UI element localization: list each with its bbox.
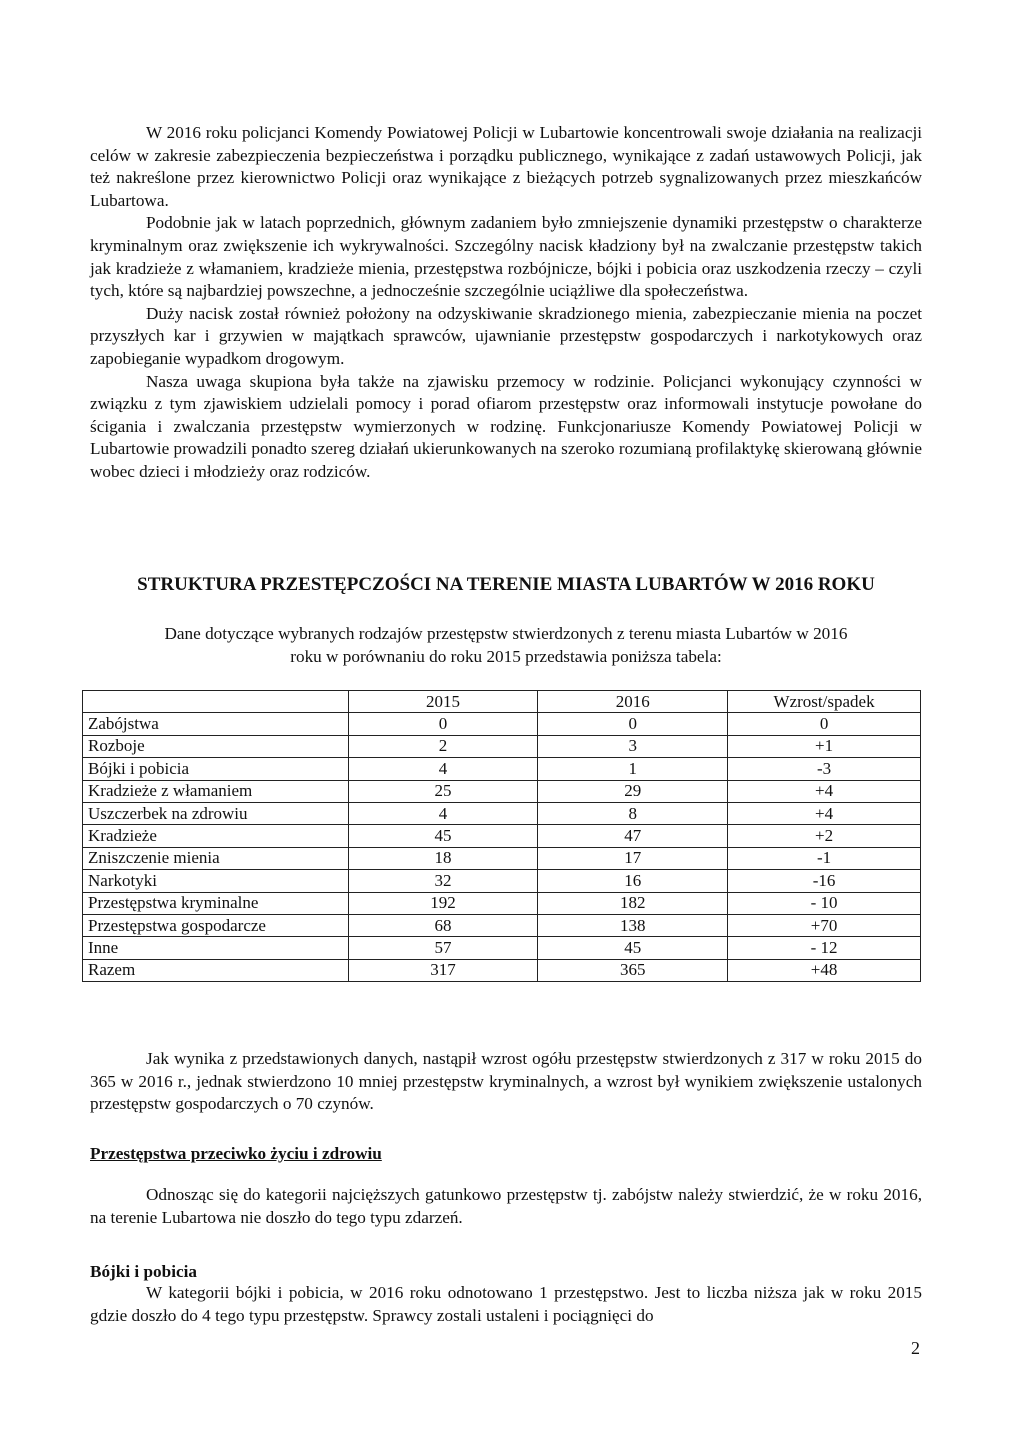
row-change-cell: 0	[728, 713, 921, 735]
row-2015-cell: 25	[348, 780, 538, 802]
row-2016-cell: 17	[538, 847, 728, 869]
row-2016-cell: 3	[538, 735, 728, 757]
section-text-fights: W kategorii bójki i pobicia, w 2016 roku odnotowano 1 przestępstwo. Jest to liczba niższa jak w roku 2015 gdzie doszło do 4 tego typu przestępstw. Sprawcy zostali ustaleni i pociągnięci do	[90, 1283, 922, 1325]
row-2015-cell: 57	[348, 937, 538, 959]
row-change-cell: - 10	[728, 892, 921, 914]
row-2015-cell: 2	[348, 735, 538, 757]
row-2015-cell: 317	[348, 959, 538, 981]
row-change-cell: +48	[728, 959, 921, 981]
row-2015-cell: 18	[348, 847, 538, 869]
row-change-cell: +4	[728, 802, 921, 824]
row-change-cell: +70	[728, 914, 921, 936]
row-2016-cell: 0	[538, 713, 728, 735]
row-2016-cell: 182	[538, 892, 728, 914]
row-category-cell: Inne	[83, 937, 349, 959]
table-row	[83, 937, 921, 959]
section-text-life-health: Odnosząc się do kategorii najcięższych gatunkowo przestępstw tj. zabójstw należy stwierdzić, że w roku 2016, na terenie Lubartowa nie doszło do tego typu zdarzeń.	[90, 1185, 922, 1227]
row-2015-cell: 0	[348, 713, 538, 735]
row-2016-cell: 1	[538, 758, 728, 780]
row-category-cell: Uszczerbek na zdrowiu	[83, 802, 349, 824]
row-change-cell: -1	[728, 847, 921, 869]
row-category-cell: Razem	[83, 959, 349, 981]
row-2016-cell: 29	[538, 780, 728, 802]
table-row	[83, 802, 921, 824]
summary-paragraph: Jak wynika z przedstawionych danych, nastąpił wzrost ogółu przestępstw stwierdzonych z 317 w roku 2015 do 365 w 2016 r., jednak stwierdzono 10 mniej przestępstw kryminalnych, a wzrost był wynikiem zwiększenie ustalonych przestępstw gospodarczych o 70 czynów.	[90, 1049, 922, 1114]
table-row	[83, 870, 921, 892]
paragraph-3: Duży nacisk został również położony na odzyskiwanie skradzionego mienia, zabezpieczanie mienia na poczet przyszłych kar i grzywien w majątkach sprawców, ujawnianie przestępstw gospodarczych i narkotykowych oraz zapobieganie wypadkom drogowym.	[90, 303, 922, 368]
row-2015-cell: 32	[348, 870, 538, 892]
row-2015-cell: 4	[348, 758, 538, 780]
row-category-cell: Kradzieże z włamaniem	[83, 780, 349, 802]
row-change-cell: +4	[728, 780, 921, 802]
row-2016-cell: 16	[538, 870, 728, 892]
table-row	[83, 758, 921, 780]
row-category-cell: Rozboje	[83, 735, 349, 757]
row-change-cell: -3	[728, 758, 921, 780]
table-row	[83, 780, 921, 802]
table-row	[83, 959, 921, 981]
header-cell-change: Wzrost/spadek	[728, 691, 921, 713]
row-change-cell: -16	[728, 870, 921, 892]
row-2015-cell: 45	[348, 825, 538, 847]
table-intro	[90, 622, 922, 668]
row-change-cell: - 12	[728, 937, 921, 959]
section-fights	[90, 1262, 922, 1327]
header-cell-category	[83, 691, 349, 713]
table-body	[83, 691, 921, 982]
table-intro-line-1: Dane dotyczące wybranych rodzajów przestępstw stwierdzonych z terenu miasta Lubartów w 2016	[164, 624, 848, 643]
section-title-fights: Bójki i pobicia	[90, 1262, 197, 1281]
row-2016-cell: 47	[538, 825, 728, 847]
row-category-cell: Zniszczenie mienia	[83, 847, 349, 869]
table-row	[83, 735, 921, 757]
intro-block	[90, 122, 922, 484]
row-2016-cell: 45	[538, 937, 728, 959]
row-2016-cell: 138	[538, 914, 728, 936]
row-2015-cell: 4	[348, 802, 538, 824]
table-row	[83, 847, 921, 869]
table-row	[83, 713, 921, 735]
table-row	[83, 825, 921, 847]
crime-statistics-table	[82, 690, 921, 982]
row-category-cell: Kradzieże	[83, 825, 349, 847]
row-2016-cell: 365	[538, 959, 728, 981]
summary-block	[90, 1048, 922, 1116]
section-heading: STRUKTURA PRZESTĘPCZOŚCI NA TERENIE MIASTA LUBARTÓW W 2016 ROKU	[137, 574, 875, 595]
table-header-row	[83, 691, 921, 713]
table-row	[83, 914, 921, 936]
header-cell-2015: 2015	[348, 691, 538, 713]
table-intro-line-2: roku w porównaniu do roku 2015 przedstawia poniższa tabela:	[290, 647, 722, 666]
section-life-health	[90, 1144, 922, 1229]
row-category-cell: Bójki i pobicia	[83, 758, 349, 780]
row-2015-cell: 68	[348, 914, 538, 936]
row-2015-cell: 192	[348, 892, 538, 914]
header-cell-2016: 2016	[538, 691, 728, 713]
row-category-cell: Przestępstwa gospodarcze	[83, 914, 349, 936]
row-change-cell: +1	[728, 735, 921, 757]
row-change-cell: +2	[728, 825, 921, 847]
row-category-cell: Zabójstwa	[83, 713, 349, 735]
paragraph-1: W 2016 roku policjanci Komendy Powiatowej Policji w Lubartowie koncentrowali swoje działania na realizacji celów w zakresie zabezpieczenia bezpieczeństwa i porządku publicznego, wynikające z zadań ustawowych Policji, jak też nakreślone przez kierownictwo Policji oraz wynikające z bieżących potrzeb sygnalizowanych przez mieszkańców Lubartowa.	[90, 123, 922, 210]
table-row	[83, 892, 921, 914]
paragraph-2: Podobnie jak w latach poprzednich, głównym zadaniem było zmniejszenie dynamiki przestępstw o charakterze kryminalnym oraz zwiększenie ich wykrywalności. Szczególny nacisk kładziony był na zwalczanie przestępstw takich jak kradzieże z włamaniem, kradzieże mienia, przestępstwa rozbójnicze, bójki i pobicia oraz uszkodzenia rzeczy – czyli tych, które są najbardziej powszechne, a jednocześnie szczególnie uciążliwe dla społeczeństwa.	[90, 213, 922, 301]
page-number: 2	[911, 1338, 920, 1358]
row-2016-cell: 8	[538, 802, 728, 824]
paragraph-4: Nasza uwaga skupiona była także na zjawisku przemocy w rodzinie. Policjanci wykonujący czynności w związku z tym zjawiskiem udzielali pomocy i porad ofiarom przestępstw oraz informowali instytucje powołane do ścigania i zwalczania przestępstw wymierzonych w rodzinę. Funkcjonariusze Komendy Powiatowej Policji w Lubartowie prowadzili ponadto szereg działań ukierunkowanych na szeroko rozumianą profilaktykę skierowaną głównie wobec dzieci i młodzieży oraz rodziców.	[90, 371, 922, 481]
section-title-life-health: Przestępstwa przeciwko życiu i zdrowiu	[90, 1144, 382, 1163]
row-category-cell: Narkotyki	[83, 870, 349, 892]
row-category-cell: Przestępstwa kryminalne	[83, 892, 349, 914]
